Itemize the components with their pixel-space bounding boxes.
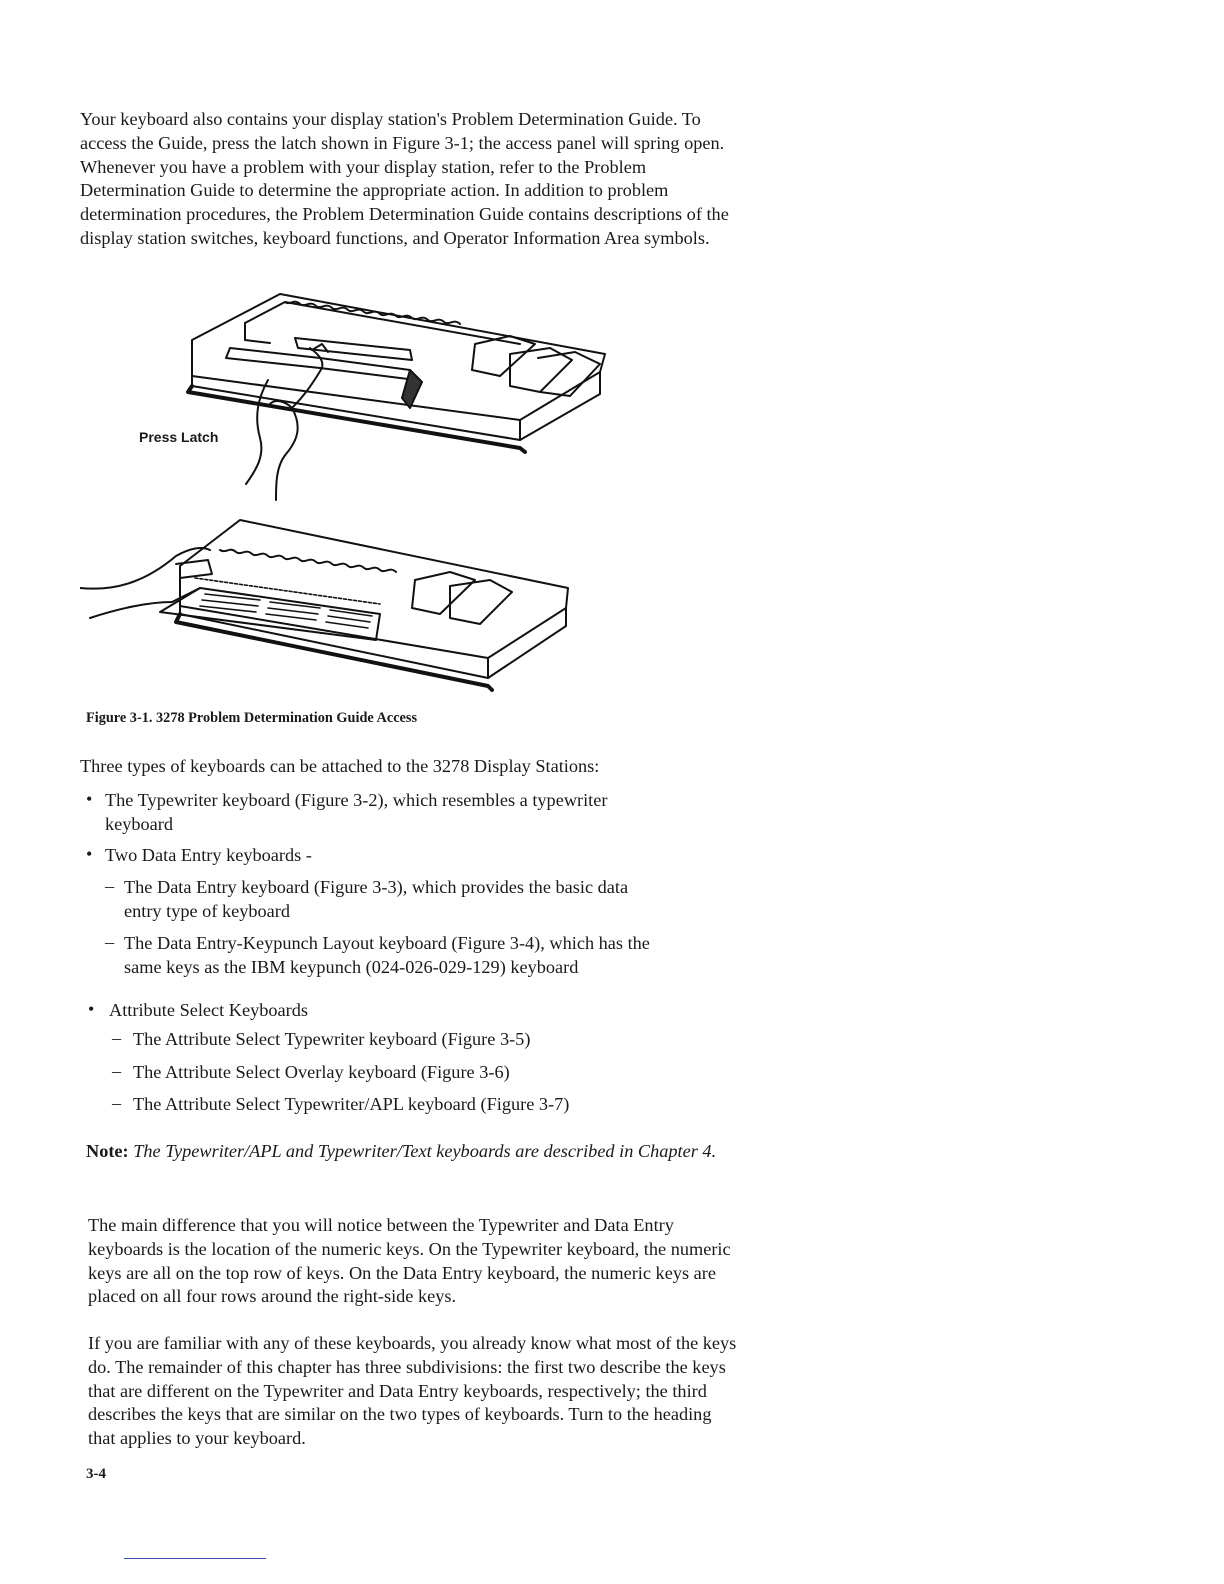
dash: – (112, 1061, 122, 1081)
bullet-dot: • (88, 999, 95, 1019)
familiar-paragraph: If you are familiar with any of these keyboards, you already know what most of the keys do. The remainder of this chapter has three subdivisions: the first two describe the keys that are different on the Typewriter and Data Entry keyboards, respectively; the third describes the keys that are similar on the two types of keyboards. Turn to the heading that applies to your keyboard. (88, 1333, 737, 1449)
keyboard-illustration (80, 288, 640, 698)
bullet-dot: • (86, 789, 93, 809)
note-text: The Typewriter/APL and Typewriter/Text keyboards are described in Chapter 4. (133, 1141, 717, 1161)
sub-data-entry-2-line2: same keys as the IBM keypunch (024-026-029-129) keyboard (124, 957, 579, 977)
sub-data-entry-2-line1: The Data Entry-Keypunch Layout keyboard (Figure 3-4), which has the (124, 933, 650, 953)
sub-attr-1: The Attribute Select Typewriter keyboard (Figure 3-5) (133, 1029, 531, 1049)
keyboard-top-drawing (188, 294, 605, 500)
dash: – (112, 1093, 122, 1113)
note-label: Note: (86, 1141, 129, 1161)
difference-paragraph: The main difference that you will notice between the Typewriter and Data Entry keyboards is the location of the numeric keys. On the Typewriter keyboard, the numeric keys are all on the top row of keys. On the Data Entry keyboard, the numeric keys are placed on all four rows around the right-side keys. (88, 1215, 731, 1307)
dash: – (105, 876, 115, 896)
footer-rule (124, 1558, 266, 1559)
sub-attr-2: The Attribute Select Overlay keyboard (Figure 3-6) (133, 1062, 510, 1082)
intro-paragraph: Your keyboard also contains your display station's Problem Determination Guide. To access the Guide, press the latch shown in Figure 3-1; the access panel will spring open. Whenever you have a problem with your display station, refer to the Problem Determination Guide to determine the appropriate action. In addition to problem determination procedures, the Problem Determination Guide contains descriptions of the display station switches, keyboard functions, and Operator Information Area symbols. (80, 109, 729, 248)
bullet-dot: • (86, 844, 93, 864)
sub-data-entry-1-line1: The Data Entry keyboard (Figure 3-3), which provides the basic data (124, 877, 629, 897)
bullet-typewriter-line2: keyboard (105, 814, 174, 834)
keyboard-figure (80, 288, 640, 698)
keyboard-bottom-drawing (80, 520, 568, 690)
bullet-typewriter-line1: The Typewriter keyboard (Figure 3-2), which resembles a typewriter (105, 790, 608, 810)
bullet-data-entry: Two Data Entry keyboards - (105, 845, 312, 865)
dash: – (112, 1028, 122, 1048)
press-latch-label: Press Latch (139, 429, 219, 445)
note (86, 1140, 726, 1164)
bullet-attribute-select: Attribute Select Keyboards (109, 1000, 309, 1020)
keyboard-types-intro: Three types of keyboards can be attached to the 3278 Display Stations: (80, 756, 600, 776)
sub-data-entry-1-line2: entry type of keyboard (124, 901, 290, 921)
sub-attr-3: The Attribute Select Typewriter/APL keyboard (Figure 3-7) (133, 1094, 570, 1114)
page-number: 3-4 (86, 1466, 106, 1482)
dash: – (105, 932, 115, 952)
figure-caption: Figure 3-1. 3278 Problem Determination Guide Access (86, 710, 418, 726)
